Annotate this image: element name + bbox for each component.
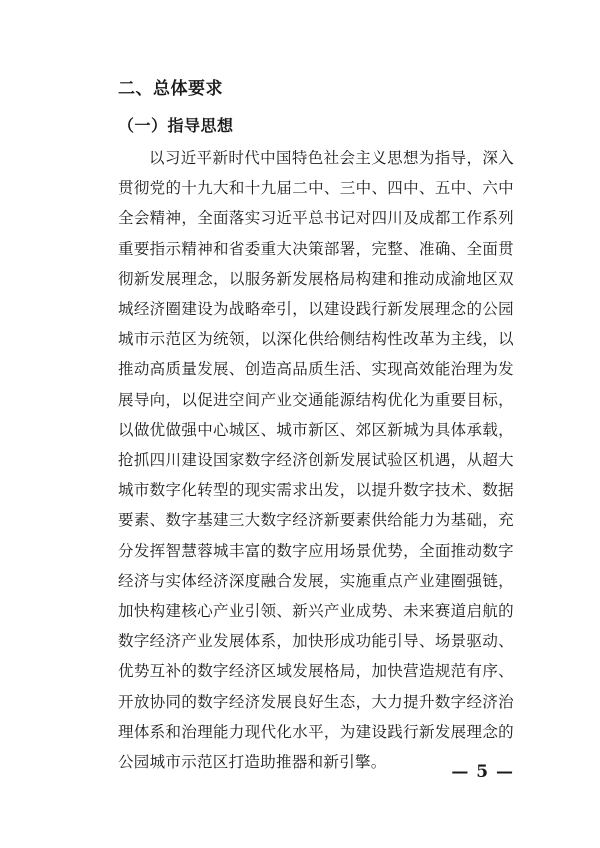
- page-number: — 5 —: [451, 762, 514, 782]
- page-content: [118, 69, 514, 777]
- body-paragraph: 以习近平新时代中国特色社会主义思想为指导，深入贯彻党的十九大和十九届二中、三中、四中、五中、六中全会精神，全面落实习近平总书记对四川及成都工作系列重要指示精神和省委重大决策部署，完整、准确、全面贯彻新发展理念，以服务新发展格局构建和推动成渝地区双城经济圈建设为战略牵引，以建设践行新发展理念的公园城市示范区为统领，以深化供给侧结构性改革为主线，以推动高质量发展、创造高品质生活、实现高效能治理为发展导向，以促进空间产业交通能源结构优化为重要目标，以做优做强中心城区、城市新区、郊区新城为具体承载，抢抓四川建设国家数字经济创新发展试验区机遇，从超大城市数字化转型的现实需求出发，以提升数字技术、数据要素、数字基建三大数字经济新要素供给能力为基础，充分发挥智慧蓉城丰富的数字应用场景优势，全面推动数字经济与实体经济深度融合发展，实施重点产业建圈强链，加快构建核心产业引领、新兴产业成势、未来赛道启航的数字经济产业发展体系，加快形成功能引导、场景驱动、优势互补的数字经济区域发展格局，加快营造规范有序、开放协同的数字经济发展良好生态，大力提升数字经济治理体系和治理能力现代化水平，为建设践行新发展理念的公园城市示范区打造助推器和新引擎。: [118, 149, 514, 772]
- sub-heading: （一）指导思想: [118, 116, 234, 135]
- section-heading: 二、总体要求: [118, 79, 223, 99]
